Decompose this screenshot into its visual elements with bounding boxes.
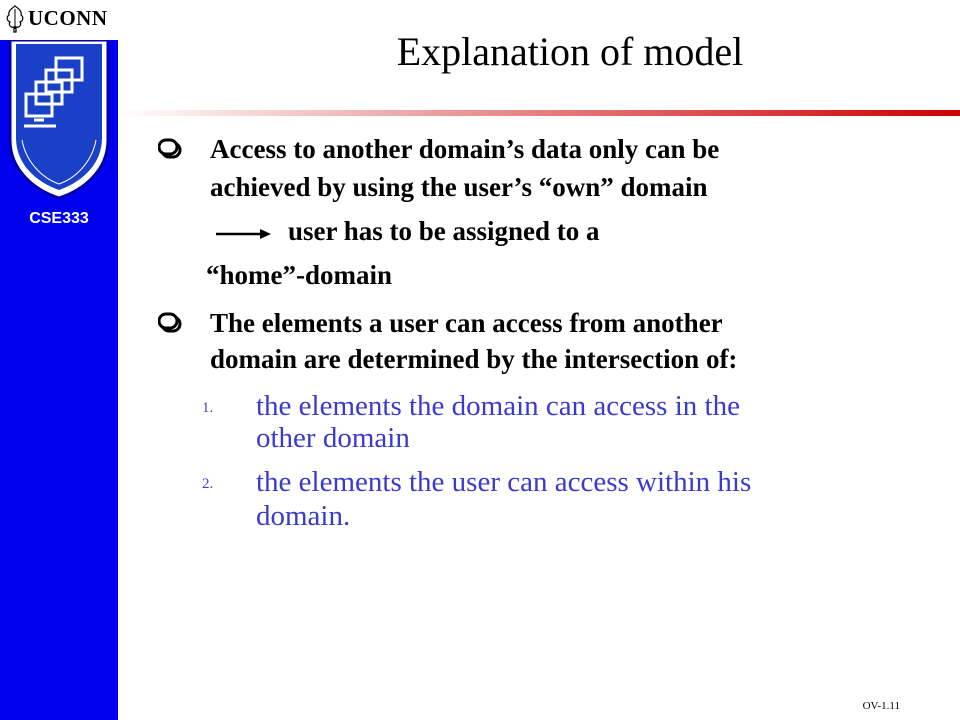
bullet-1-line-4: “home”-domain bbox=[206, 260, 393, 290]
cse-emblem-icon bbox=[4, 40, 114, 200]
title-rule bbox=[118, 106, 960, 120]
list-item-2-line-1: the elements the user can access within his bbox=[256, 466, 752, 498]
course-code: CSE333 bbox=[29, 210, 89, 227]
list-item-1-line-1: the elements the domain can access in the bbox=[256, 390, 740, 422]
oak-leaf-icon bbox=[5, 5, 25, 33]
bullet-icon bbox=[158, 312, 184, 334]
uconn-logo-text: UCONN bbox=[28, 6, 108, 30]
bullet-icon bbox=[158, 138, 184, 160]
bullet-1-line-3: user has to be assigned to a bbox=[288, 216, 600, 246]
bullet-2-line-2: domain are determined by the intersection of: bbox=[210, 344, 738, 374]
bullet-1-line-1: Access to another domain’s data only can be bbox=[210, 134, 720, 164]
list-item-1-line-2: other domain bbox=[256, 422, 410, 454]
slide-number: OV-1.11 bbox=[862, 700, 900, 712]
slide-title: Explanation of model bbox=[396, 29, 744, 74]
list-item-2-line-2: domain. bbox=[256, 500, 351, 532]
list-number-2: 2. bbox=[202, 476, 214, 492]
logo-bar bbox=[0, 0, 118, 40]
list-number-1: 1. bbox=[202, 400, 214, 416]
arrow-right-icon bbox=[216, 228, 272, 240]
bullet-1-line-2: achieved by using the user’s “own” domain bbox=[210, 172, 708, 202]
bullet-2-line-1: The elements a user can access from another bbox=[210, 308, 723, 338]
